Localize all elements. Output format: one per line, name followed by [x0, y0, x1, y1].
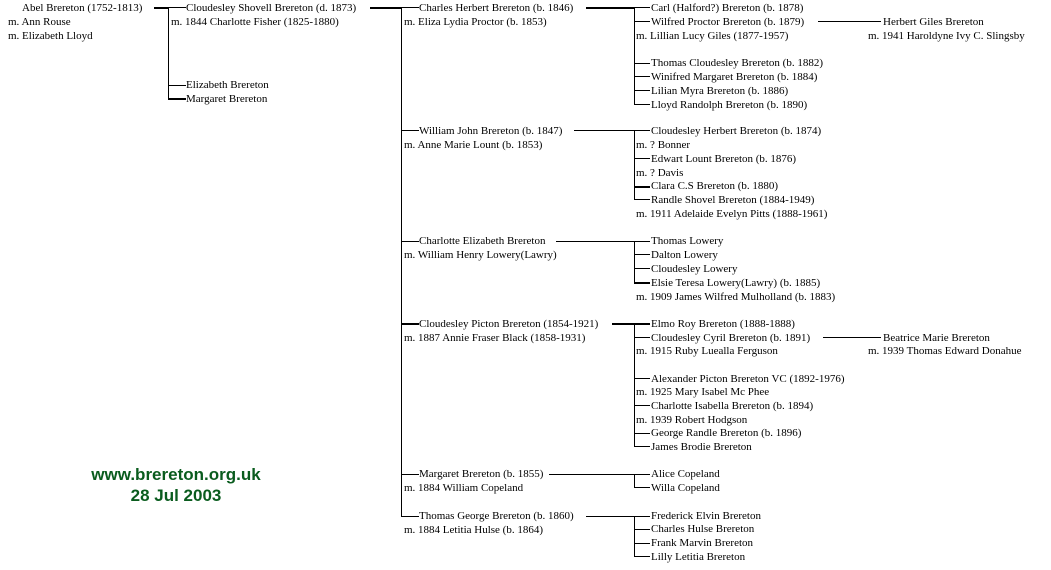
person-cloudesley-picton-brereton: Cloudesley Picton Brereton (1854-1921): [419, 318, 599, 330]
person-herbert-giles-brereton: Herbert Giles Brereton: [883, 16, 984, 28]
spouse-mary-isabel-mcphee: m. 1925 Mary Isabel Mc Phee: [636, 386, 770, 398]
person-cloudesley-lowery: Cloudesley Lowery: [651, 263, 738, 275]
person-carl-brereton: Carl (Halford?) Brereton (b. 1878): [651, 2, 804, 14]
person-frank-marvin-brereton: Frank Marvin Brereton: [651, 537, 754, 549]
spouse-annie-fraser-black: m. 1887 Annie Fraser Black (1858-1931): [404, 332, 586, 344]
spouse-ann-rouse: m. Ann Rouse: [8, 16, 71, 28]
person-alice-copeland: Alice Copeland: [651, 468, 720, 480]
spouse-davis: m. ? Davis: [636, 167, 684, 179]
person-cloudesley-herbert-brereton: Cloudesley Herbert Brereton (b. 1874): [651, 125, 822, 137]
spouse-eliza-lydia-proctor: m. Eliza Lydia Proctor (b. 1853): [404, 16, 547, 28]
person-lloyd-randolph-brereton: Lloyd Randolph Brereton (b. 1890): [651, 99, 808, 111]
spouse-william-henry-lowery: m. William Henry Lowery(Lawry): [404, 249, 557, 261]
person-charlotte-elizabeth-brereton: Charlotte Elizabeth Brereton: [419, 235, 546, 247]
person-margaret-brereton-1855: Margaret Brereton (b. 1855): [419, 468, 544, 480]
person-lilian-myra-brereton: Lilian Myra Brereton (b. 1886): [651, 85, 789, 97]
person-charlotte-isabella-brereton: Charlotte Isabella Brereton (b. 1894): [651, 400, 814, 412]
person-thomas-cloudesley-brereton: Thomas Cloudesley Brereton (b. 1882): [651, 57, 823, 69]
spouse-william-copeland: m. 1884 William Copeland: [404, 482, 524, 494]
person-winifred-margaret-brereton: Winifred Margaret Brereton (b. 1884): [651, 71, 818, 83]
person-edwart-lount-brereton: Edwart Lount Brereton (b. 1876): [651, 153, 797, 165]
person-abel-brereton: Abel Brereton (1752-1813): [22, 2, 143, 14]
person-elizabeth-brereton: Elizabeth Brereton: [186, 79, 269, 91]
person-willa-copeland: Willa Copeland: [651, 482, 720, 494]
spouse-letitia-hulse: m. 1884 Letitia Hulse (b. 1864): [404, 524, 544, 536]
spouse-bonner: m. ? Bonner: [636, 139, 691, 151]
person-cloudesley-cyril-brereton: Cloudesley Cyril Brereton (b. 1891): [651, 332, 811, 344]
person-cloudesley-shovell-brereton: Cloudesley Shovell Brereton (d. 1873): [186, 2, 357, 14]
site-url[interactable]: www.brereton.org.uk: [91, 465, 261, 484]
person-lilly-letitia-brereton: Lilly Letitia Brereton: [651, 551, 746, 563]
person-william-john-brereton: William John Brereton (b. 1847): [419, 125, 563, 137]
person-dalton-lowery: Dalton Lowery: [651, 249, 718, 261]
person-thomas-lowery: Thomas Lowery: [651, 235, 724, 247]
person-elsie-teresa-lowery: Elsie Teresa Lowery(Lawry) (b. 1885): [651, 277, 821, 289]
person-beatrice-marie-brereton: Beatrice Marie Brereton: [883, 332, 990, 344]
spouse-lillian-lucy-giles: m. Lillian Lucy Giles (1877-1957): [636, 30, 789, 42]
person-margaret-brereton: Margaret Brereton: [186, 93, 268, 105]
spouse-james-wilfred-mulholland: m. 1909 James Wilfred Mulholland (b. 1883): [636, 291, 836, 303]
spouse-robert-hodgson: m. 1939 Robert Hodgson: [636, 414, 748, 426]
spouse-anne-marie-lount: m. Anne Marie Lount (b. 1853): [404, 139, 543, 151]
spouse-adelaide-evelyn-pitts: m. 1911 Adelaide Evelyn Pitts (1888-1961): [636, 208, 828, 220]
person-george-randle-brereton: George Randle Brereton (b. 1896): [651, 427, 802, 439]
person-randle-shovel-brereton: Randle Shovel Brereton (1884-1949): [651, 194, 815, 206]
spouse-elizabeth-lloyd: m. Elizabeth Lloyd: [8, 30, 93, 42]
person-elmo-roy-brereton: Elmo Roy Brereton (1888-1888): [651, 318, 795, 330]
person-alexander-picton-brereton: Alexander Picton Brereton VC (1892-1976): [651, 373, 845, 385]
spouse-thomas-edward-donahue: m. 1939 Thomas Edward Donahue: [868, 345, 1022, 357]
person-charles-hulse-brereton: Charles Hulse Brereton: [651, 523, 755, 535]
person-charles-herbert-brereton: Charles Herbert Brereton (b. 1846): [419, 2, 574, 14]
person-clara-brereton: Clara C.S Brereton (b. 1880): [651, 180, 779, 192]
person-wilfred-proctor-brereton: Wilfred Proctor Brereton (b. 1879): [651, 16, 805, 28]
spouse-ruby-luealla-ferguson: m. 1915 Ruby Luealla Ferguson: [636, 345, 778, 357]
person-thomas-george-brereton: Thomas George Brereton (b. 1860): [419, 510, 574, 522]
person-frederick-elvin-brereton: Frederick Elvin Brereton: [651, 510, 761, 522]
spouse-haroldyne-ivy-slingsby: m. 1941 Haroldyne Ivy C. Slingsby: [868, 30, 1025, 42]
spouse-charlotte-fisher: m. 1844 Charlotte Fisher (1825-1880): [171, 16, 339, 28]
site-date: 28 Jul 2003: [130, 486, 222, 505]
person-james-brodie-brereton: James Brodie Brereton: [651, 441, 752, 453]
